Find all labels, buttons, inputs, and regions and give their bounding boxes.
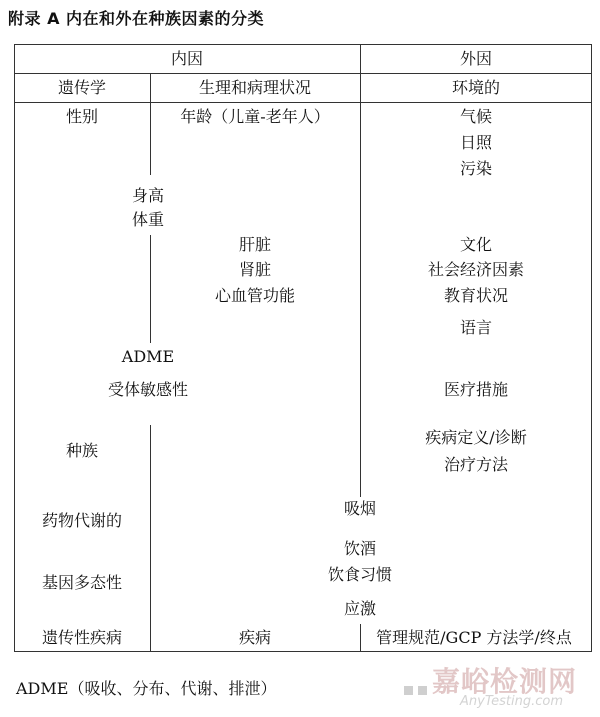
- subheader-environmental: 环境的: [451, 78, 501, 97]
- header-intrinsic: 内因: [170, 49, 204, 68]
- cell-regulatory: 管理规范/GCP 方法学/终点: [376, 628, 572, 647]
- cell-climate: 气候: [459, 107, 493, 126]
- cell-cardio: 心血管功能: [214, 286, 296, 305]
- cell-diseases: 疾病: [238, 628, 272, 647]
- cell-polymorphism: 基因多态性: [41, 573, 123, 592]
- genetic-physiological-divider-bottom: [150, 425, 151, 652]
- cell-stress: 应激: [343, 599, 377, 618]
- cell-socioeconomic: 社会经济因素: [427, 260, 525, 279]
- cell-therapy: 治疗方法: [443, 455, 509, 474]
- watermark-subtext: AnyTesting.com: [460, 694, 564, 709]
- intrinsic-extrinsic-divider-top: [360, 44, 361, 497]
- header-extrinsic: 外因: [459, 49, 493, 68]
- subheader-physiological: 生理和病理状况: [198, 78, 312, 97]
- cell-medical-practice: 医疗措施: [443, 380, 509, 399]
- cell-age: 年龄（儿童-老年人）: [180, 107, 330, 126]
- cell-diet: 饮食习惯: [327, 565, 393, 584]
- footnote: ADME（吸收、分布、代谢、排泄）: [16, 679, 277, 698]
- cell-weight: 体重: [131, 210, 165, 229]
- intrinsic-extrinsic-divider-bottom: [360, 624, 361, 652]
- cell-receptor: 受体敏感性: [107, 380, 189, 399]
- cell-kidney: 肾脏: [238, 260, 272, 279]
- cell-adme: ADME: [121, 347, 175, 366]
- cell-race: 种族: [65, 441, 99, 460]
- page-title: 附录 A 内在和外在种族因素的分类: [8, 9, 265, 28]
- cell-liver: 肝脏: [238, 235, 272, 254]
- cell-disease-definition: 疾病定义/诊断: [425, 428, 527, 447]
- genetic-physiological-divider-mid: [150, 235, 151, 343]
- watermark-text: 嘉峪检测网: [432, 665, 578, 698]
- subheader-divider: [14, 102, 592, 103]
- subheader-genetic: 遗传学: [57, 78, 107, 97]
- cell-genetic-disease: 遗传性疾病: [41, 628, 123, 647]
- cell-height: 身高: [131, 186, 165, 205]
- watermark-square-icon: [418, 686, 427, 695]
- cell-smoking: 吸烟: [343, 499, 377, 518]
- genetic-physiological-divider-top: [150, 73, 151, 175]
- watermark-square-icon: [404, 686, 413, 695]
- cell-alcohol: 饮酒: [343, 539, 377, 558]
- cell-pollution: 污染: [459, 159, 493, 178]
- cell-gender: 性别: [65, 107, 99, 126]
- cell-education: 教育状况: [443, 286, 509, 305]
- header-divider: [14, 73, 592, 74]
- cell-drug-metabolism: 药物代谢的: [41, 511, 123, 530]
- cell-culture: 文化: [459, 235, 493, 254]
- cell-sunlight: 日照: [459, 133, 493, 152]
- classification-table: [14, 44, 592, 652]
- cell-language: 语言: [459, 318, 493, 337]
